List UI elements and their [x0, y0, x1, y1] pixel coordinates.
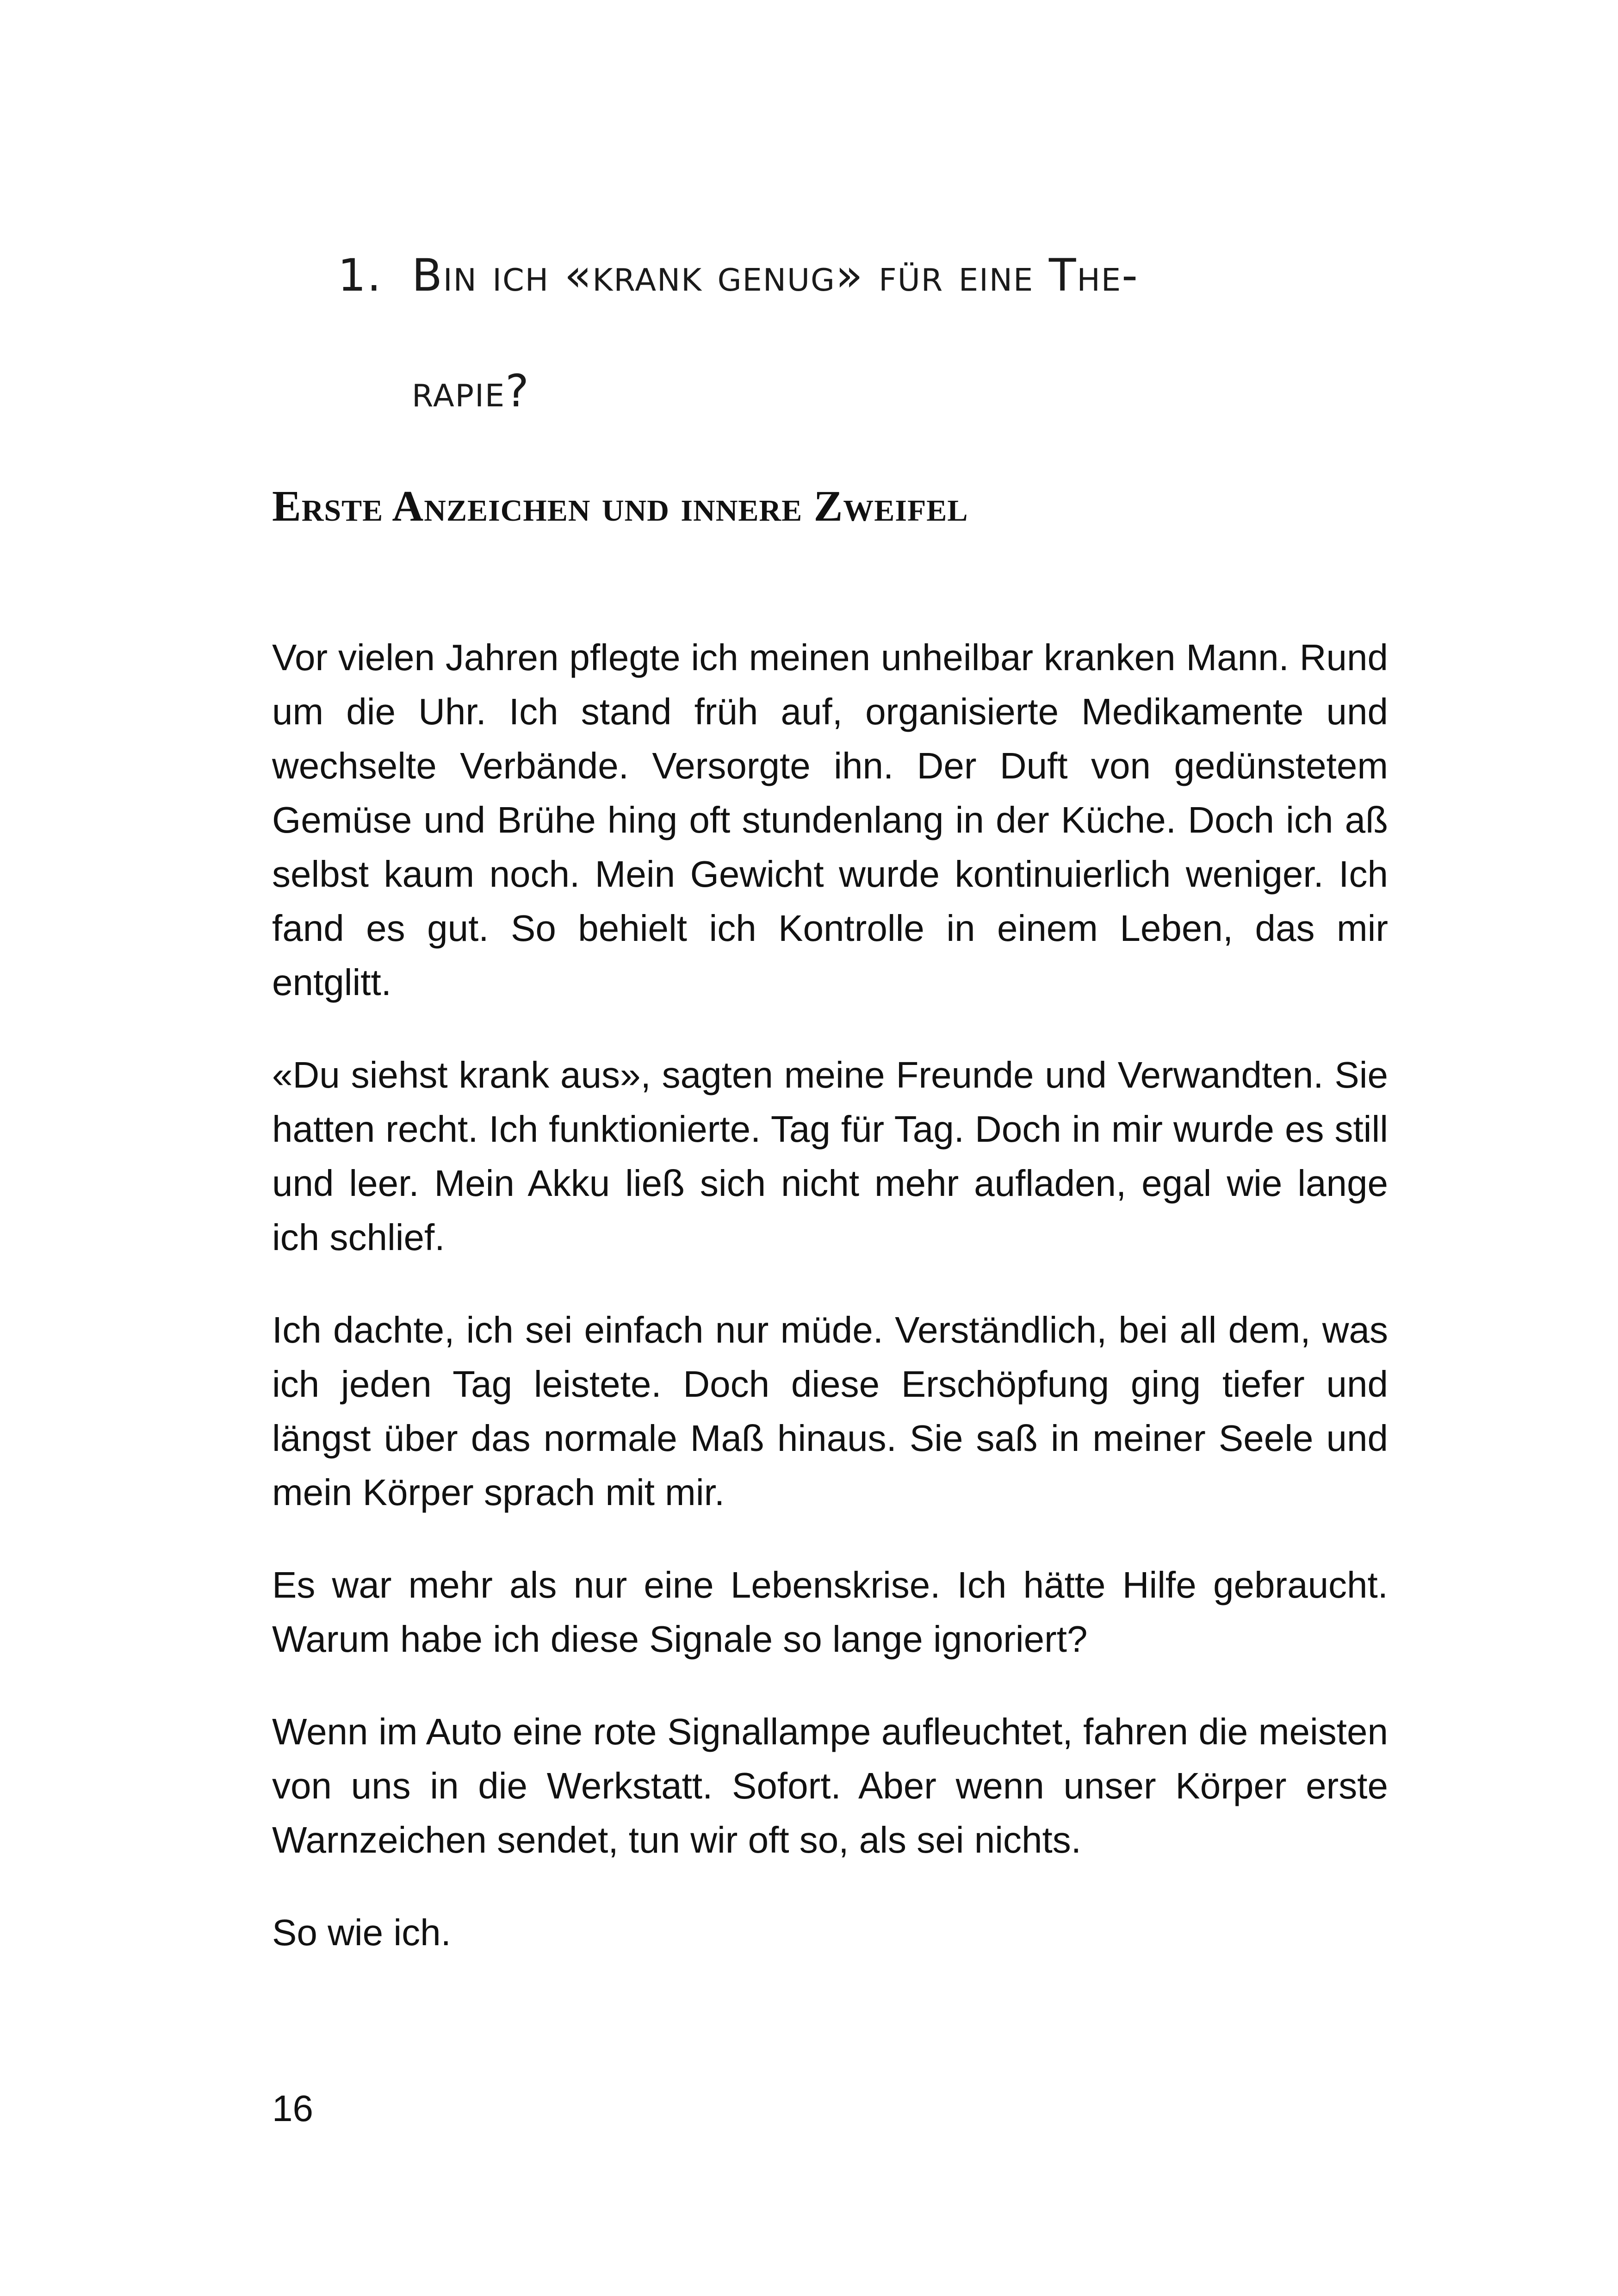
- section-heading: Erste Anzeichen und innere Zweifel: [272, 482, 968, 530]
- page-number: 16: [272, 2088, 313, 2129]
- paragraph: «Du siehst krank aus», sagten meine Freunde und Verwandten. Sie hatten recht. Ich funktionierte. Tag für Tag. Doch in mir wurde es still und leer. Mein Akku ließ sich nicht mehr aufladen, egal wie lange ich schlief.: [272, 1054, 1388, 1258]
- paragraph: Wenn im Auto eine rote Signallampe aufleuchtet, fahren die meisten von uns in die Werkstatt. Sofort. Aber wenn unser Körper erste Warnzeichen sendet, tun wir oft so, als sei nichts.: [272, 1711, 1388, 1860]
- paragraph: Es war mehr als nur eine Lebenskrise. Ich hätte Hilfe gebraucht. Warum habe ich diese Signale so lange ignoriert?: [272, 1564, 1388, 1660]
- chapter-title: [338, 218, 1402, 449]
- chapter-title-line-2: rapie?: [412, 365, 530, 417]
- paragraph: Ich dachte, ich sei einfach nur müde. Verständlich, bei all dem, was ich jeden Tag leistete. Doch diese Erschöpfung ging tiefer und längst über das normale Maß hinaus. Sie saß in meiner Seele und mein Körper sprach mit mir.: [272, 1309, 1388, 1513]
- paragraph: Vor vielen Jahren pflegte ich meinen unheilbar kranken Mann. Rund um die Uhr. Ich stand früh auf, organisierte Medikamente und wechselte Verbände. Versorgte ihn. Der Duft von gedünstetem Gemüse und Brühe hing oft stundenlang in der Küche. Doch ich aß selbst kaum noch. Mein Gewicht wurde kontinuierlich weniger. Ich fand es gut. So behielt ich Kontrolle in einem Leben, das mir entglitt.: [272, 637, 1388, 1003]
- chapter-title-line-1: Bin ich «krank genug» für eine The-: [412, 249, 1139, 301]
- body-text: [272, 630, 1388, 1998]
- chapter-number: 1.: [338, 249, 382, 301]
- paragraph: So wie ich.: [272, 1912, 451, 1953]
